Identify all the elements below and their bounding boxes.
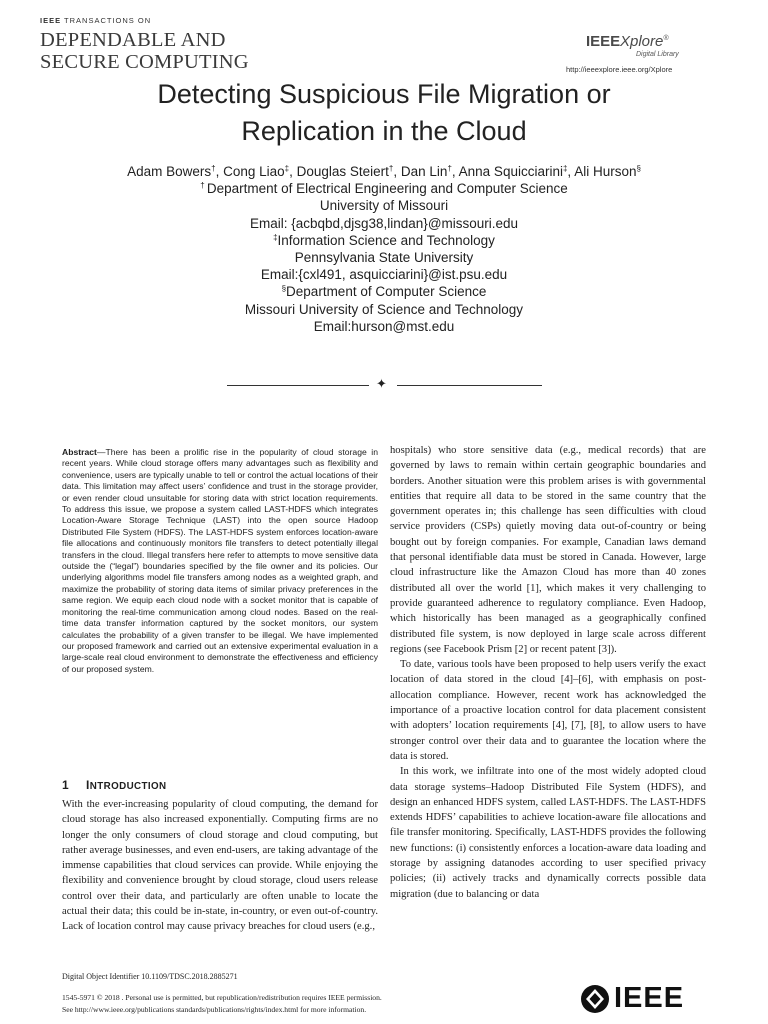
abstract-text: —There has been a prolific rise in the popularity of cloud storage in recent years. While cloud storage offers many advantages such as flexibility and convenience, users are typically unable to tell or control the actual locations of their data. This limitation may affect users’ confidence and trust in the storage provider, or even render cloud unsuitable for storing data with strict location requirements. To address this issue, we propose a system called LAST-HDFS which integrates Location-Aware Storage Technique (LAST) into the open source Hadoop Distributed File System (HDFS). The LAST-HDFS system enforces location-aware file allocations and continuously monitors file transfers to detect potentially illegal transfers in the cloud. Illegal transfers here refer to attempts to move sensitive data outside the (“legal”) boundaries specified by the file owner and its policies. Our underlying algorithms model file transfers among nodes as a weighted graph, and maximize the probability of storing data items of similar privacy preferences in the same region. We equip each cloud node with a socket monitor that is capable of monitoring the real-time communication among cloud nodes. Based on the real-time data transfer information captured by the socket monitors, our system calculates the probability of a given transfer to be illegal. We have implemented our proposed framework and carried out an extensive experimental evaluation in a large-scale real cloud environment to demonstrate the effectiveness and efficiency of our proposed system. <box>62 447 378 674</box>
paper-title <box>0 76 768 150</box>
separator-line-right <box>397 385 542 386</box>
separator-line-left <box>227 385 369 386</box>
introduction-paragraph: With the ever-increasing popularity of cloud computing, the demand for cloud storage has also increased exponentially. Computing firms are no longer the only consumers of cloud storage and cloud computing, but rather average businesses, and even end-users, are taking advantage of the immense capabilities that cloud services can provide. While enjoying the flexibility and convenience brought by cloud storage, cloud users release control over their data, and particularly are often unable to locate the actual their data; this could be in-state, in-country, or even out-of-country. Lack of location control may cause privacy breaches for cloud users (e.g., <box>62 799 378 933</box>
ieee-logo <box>580 982 710 1018</box>
body-paragraph: In this work, we infiltrate into one of the most widely adopted cloud data storage systems–Hadoop Distributed File System (HDFS), and design an enhanced HDFS system, called LAST-HDFS. The LAST-HDFS extends HDFS’ capabilities to achieve location-aware file allocations and file transfer monitoring. Specifically, LAST-HDFS provides the following new functions: (i) consistently enforces a location-aware data loading and storage by assigning datanodes according to user specified privacy policies; (ii) actively tracks and dynamically corrects possible data migration (due to balancing or data <box>390 766 706 900</box>
affiliation-line: §Department of Computer Science <box>281 284 487 300</box>
affiliation-email: Email:hurson@mst.edu <box>313 318 455 334</box>
body-paragraph: hospitals) who store sensitive data (e.g., medical records) that are governed by laws to remain within certain geographic boundaries and borders. Another situation were this problem arises is with governmental entities that require all data to be stored in the same country that the government operates in; this challenge has seen difficulties with cloud service providers (CSPs) quietly moving data out-of-country or being bought out by foreign companies. For example, Canadian laws demand that personal identifiable data must be stored in Canada. However, large cloud infrastructure like the Amazon Cloud has more than 40 zones distributed all over the world [1], which makes it very challenging to provide guaranteed adherence to regulatory compliance. Even Hadoop, which historically has been managed as a geographically confined distributed file system, is now deployed in large scale across different regions (see Facebook Prism [2] or recent patent [3]). <box>390 445 706 655</box>
journal-series-label: IEEE TRANSACTIONS ON <box>40 16 152 25</box>
author-name: Ali Hurson <box>574 164 637 179</box>
author-name: Cong Liao <box>223 164 285 179</box>
separator-ornament-icon: ✦ <box>376 376 387 391</box>
author-affiliation-block <box>0 163 768 335</box>
author-list: Adam Bowers†, Cong Liao‡, Douglas Steiert†, Dan Lin†, Anna Squicciarini‡, Ali Hurson§ <box>127 164 641 179</box>
affiliation-line: University of Missouri <box>319 198 449 214</box>
affiliation-email: Email: {acbqbd,djsg38,lindan}@missouri.edu <box>249 215 519 231</box>
ieee-diamond-icon <box>580 984 610 1014</box>
author-name: Douglas Steiert <box>296 164 389 179</box>
section-number: 1 <box>62 778 70 792</box>
xplore-logo-name: Xplore® <box>620 33 669 50</box>
affiliation-line: Missouri University of Science and Technology <box>244 301 524 317</box>
ieee-xplore-logo[interactable] <box>586 33 696 63</box>
section-heading: 1 INTRODUCTION <box>62 778 167 792</box>
affiliation-line: † Department of Electrical Engineering and Computer Science <box>200 181 568 197</box>
paper-title-line2: Replication in the Cloud <box>241 116 527 146</box>
copyright-line: 1545-5971 © 2018 . Personal use is permitted, but republication/redistribution requires IEEE permission. <box>62 993 382 1002</box>
affiliation-email: Email:{cxl491, asquicciarini}@ist.psu.edu <box>260 267 508 283</box>
body-paragraph: To date, various tools have been proposed to help users verify the exact location of data stored in the cloud [4]–[6], with emphasis on post-allocation compliance. However, recent work has acknowledged the importance of a proactive location control for data placement consistent with adopters’ location requirements [4], [7], [8], to allow users to have stronger control over their data and to guarantee the location where the data is stored. <box>390 659 706 762</box>
affiliation-line: ‡Information Science and Technology <box>273 232 495 248</box>
rights-link-line[interactable]: See http://www.ieee.org/publications standards/publications/rights/index.html for more information. <box>62 1005 367 1015</box>
copyright-footer <box>62 992 382 1017</box>
journal-name-line2: SECURE COMPUTING <box>40 51 249 73</box>
doi-line: Digital Object Identifier 10.1109/TDSC.2018.2885271 <box>62 972 238 981</box>
affiliation-line: Pennsylvania State University <box>294 250 474 266</box>
journal-name-line1: DEPENDABLE AND <box>40 29 226 51</box>
journal-name <box>40 29 249 73</box>
xplore-logo-ieee: IEEE <box>586 33 621 50</box>
xplore-logo-subtitle: Digital Library <box>636 51 679 58</box>
author-name: Anna Squicciarini <box>458 164 563 179</box>
author-name: Adam Bowers <box>127 164 212 179</box>
abstract <box>62 447 378 675</box>
xplore-url-link[interactable]: http://ieeexplore.ieee.org/Xplore <box>566 65 673 74</box>
abstract-label: Abstract <box>62 447 97 457</box>
author-name: Dan Lin <box>400 164 448 179</box>
ieee-logo-text: IEEE <box>614 982 685 1014</box>
paper-title-line1: Detecting Suspicious File Migration or <box>157 79 611 109</box>
right-column-body <box>390 443 706 902</box>
